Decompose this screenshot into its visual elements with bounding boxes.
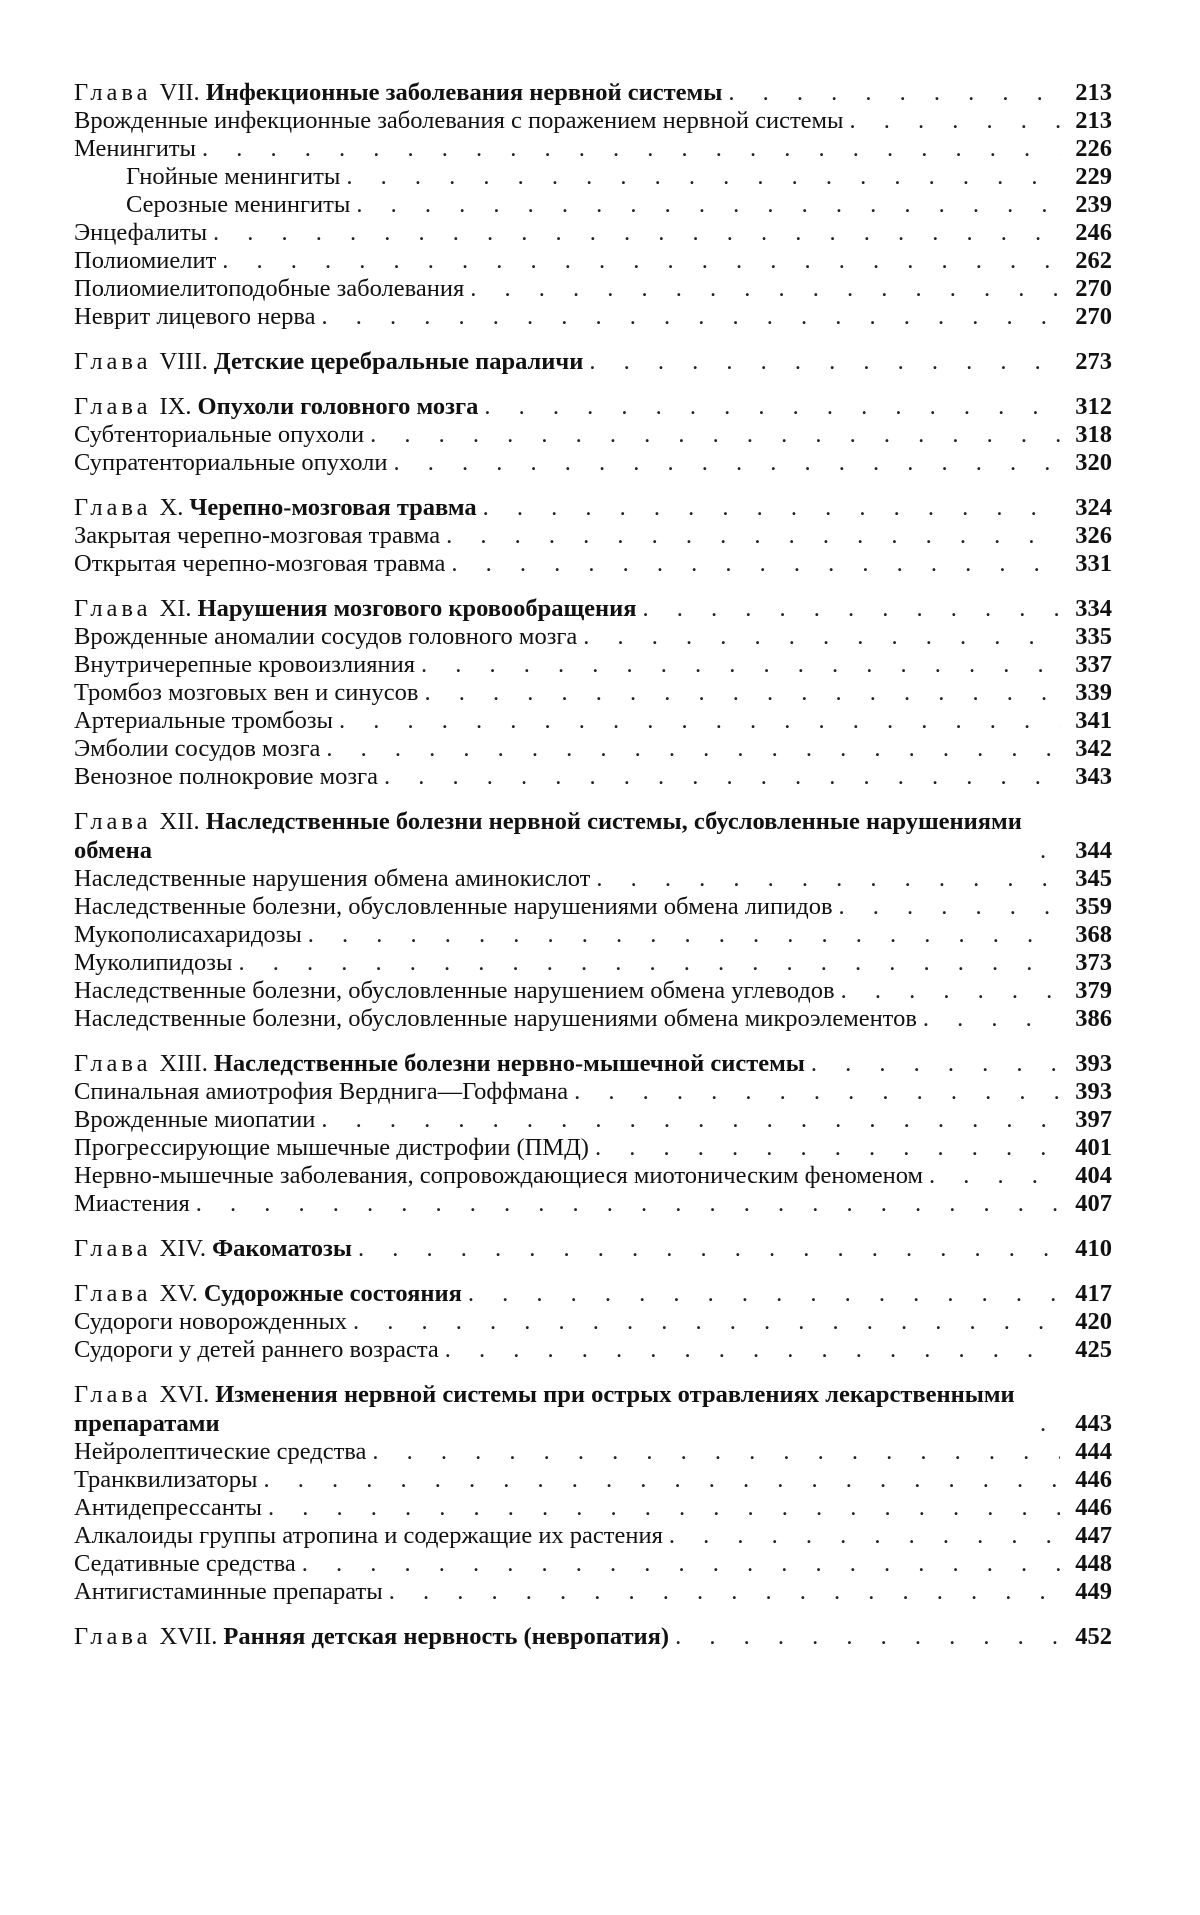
chapter-number: XII. — [159, 808, 200, 835]
entry-title: Гнойные менингиты — [126, 163, 341, 190]
entry-title: Миастения — [74, 1190, 190, 1217]
toc-entry[interactable] — [74, 421, 1112, 449]
toc-entry[interactable] — [74, 763, 1112, 791]
page-number: 318 — [1075, 421, 1112, 448]
chapter-heading[interactable] — [74, 1234, 1112, 1263]
chapter-number: XI. — [159, 595, 192, 622]
entry-title: Энцефалиты — [74, 219, 208, 246]
page-number: 345 — [1075, 865, 1112, 892]
entry-title: Менингиты — [74, 135, 196, 162]
entry-title: Закрытая черепно-мозговая травма — [74, 522, 441, 549]
dot-leader — [238, 949, 1060, 977]
toc-entry[interactable] — [74, 135, 1112, 163]
chapter-label: Глава — [74, 494, 152, 521]
chapter-title: Опухоли головного мозга — [197, 393, 479, 420]
entry-title: Наследственные болезни, обусловленные нарушениями обмена липидов — [74, 893, 833, 920]
entry-title: Супратенториальные опухоли — [74, 449, 388, 476]
dot-leader — [222, 247, 1060, 275]
chapter-heading[interactable] — [74, 347, 1112, 376]
dot-leader — [421, 651, 1060, 679]
chapter-title-group — [74, 1049, 805, 1078]
page-number: 446 — [1075, 1466, 1112, 1493]
chapter-title: Черепно-мозговая травма — [189, 494, 477, 521]
entry-title: Тромбоз мозговых вен и синусов — [74, 679, 419, 706]
page-number: 404 — [1075, 1162, 1112, 1189]
toc-entry[interactable] — [74, 1438, 1112, 1466]
chapter-title: Судорожные состояния — [203, 1280, 462, 1307]
page-number: 341 — [1075, 707, 1112, 734]
dot-leader — [728, 78, 1060, 107]
toc-entry[interactable] — [74, 107, 1112, 135]
chapter-title-group — [74, 1380, 1034, 1438]
chapter-title-group — [74, 78, 722, 107]
chapter-title: Детские церебральные параличи — [213, 348, 584, 375]
entry-title: Наследственные болезни, обусловленные нарушением обмена углеводов — [74, 977, 835, 1004]
page-number: 449 — [1075, 1578, 1112, 1605]
toc-entry[interactable] — [74, 977, 1112, 1005]
chapter-number: IX. — [159, 393, 192, 420]
dot-leader — [643, 594, 1061, 623]
entry-title: Врожденные миопатии — [74, 1106, 316, 1133]
entry-title: Полиомиелит — [74, 247, 217, 274]
toc-subentry[interactable] — [74, 163, 1112, 191]
page-number: 417 — [1075, 1280, 1112, 1307]
dot-leader — [346, 163, 1060, 191]
dot-leader — [675, 1622, 1060, 1651]
dot-leader — [424, 679, 1060, 707]
chapter-label: Глава — [74, 1050, 152, 1077]
chapter-block — [74, 1234, 1112, 1263]
dot-leader — [574, 1078, 1060, 1106]
toc-entry[interactable] — [74, 1308, 1112, 1336]
dot-leader — [841, 977, 1060, 1005]
dot-leader — [583, 623, 1060, 651]
dot-leader — [339, 707, 1060, 735]
chapter-title-group — [74, 1234, 352, 1263]
chapter-title: Ранняя детская нервность (невропатия) — [223, 1623, 670, 1650]
chapter-heading[interactable] — [74, 807, 1112, 865]
chapter-block — [74, 807, 1112, 1033]
chapter-heading[interactable] — [74, 1380, 1112, 1438]
entry-title: Врожденные аномалии сосудов головного мозга — [74, 623, 578, 650]
page-number: 331 — [1075, 550, 1112, 577]
page-number: 273 — [1075, 348, 1112, 375]
page-number: 407 — [1075, 1190, 1112, 1217]
page-number: 444 — [1075, 1438, 1112, 1465]
entry-title: Транквилизаторы — [74, 1466, 258, 1493]
chapter-block — [74, 594, 1112, 791]
dot-leader — [372, 1438, 1060, 1466]
page-number: 320 — [1075, 449, 1112, 476]
entry-title: Эмболии сосудов мозга — [74, 735, 321, 762]
page-number: 448 — [1075, 1550, 1112, 1577]
toc-entry[interactable] — [74, 921, 1112, 949]
dot-leader — [356, 191, 1060, 219]
page-number: 393 — [1075, 1078, 1112, 1105]
entry-title: Наследственные нарушения обмена аминокислот — [74, 865, 591, 892]
chapter-label: Глава — [74, 1235, 152, 1262]
page-number: 410 — [1075, 1235, 1112, 1262]
chapter-block — [74, 493, 1112, 578]
chapter-title-group — [74, 392, 478, 421]
page-number: 344 — [1075, 837, 1112, 864]
chapter-number: VIII. — [159, 348, 208, 375]
entry-title: Внутричерепные кровоизлияния — [74, 651, 416, 678]
page-number: 213 — [1075, 79, 1112, 106]
chapter-number: VII. — [159, 79, 200, 106]
page-number: 339 — [1075, 679, 1112, 706]
chapter-heading[interactable] — [74, 493, 1112, 522]
dot-leader — [321, 303, 1060, 331]
entry-title: Серозные менингиты — [126, 191, 351, 218]
dot-leader — [268, 1494, 1060, 1522]
toc-entry[interactable] — [74, 449, 1112, 477]
chapter-heading[interactable] — [74, 392, 1112, 421]
page-number: 312 — [1075, 393, 1112, 420]
page-number: 324 — [1075, 494, 1112, 521]
chapter-heading[interactable] — [74, 1622, 1112, 1651]
chapter-block — [74, 78, 1112, 331]
chapter-title: Факоматозы — [212, 1235, 353, 1262]
chapter-heading[interactable] — [74, 1049, 1112, 1078]
chapter-number: XVII. — [159, 1623, 218, 1650]
toc-entry[interactable] — [74, 1466, 1112, 1494]
chapter-title-group — [74, 594, 637, 623]
toc-entry[interactable] — [74, 1494, 1112, 1522]
chapter-block — [74, 1380, 1112, 1606]
chapter-label: Глава — [74, 348, 152, 375]
dot-leader — [445, 1336, 1060, 1364]
page-number: 393 — [1075, 1050, 1112, 1077]
chapter-title: Наследственные болезни нервной системы, сбусловленные нарушениями обмена — [74, 808, 1022, 864]
toc-entry[interactable] — [74, 247, 1112, 275]
entry-title: Нейролептические средства — [74, 1438, 367, 1465]
toc-entry[interactable] — [74, 275, 1112, 303]
dot-leader — [483, 493, 1060, 522]
entry-title: Субтенториальные опухоли — [74, 421, 365, 448]
dot-leader — [358, 1234, 1060, 1263]
chapter-title-group — [74, 807, 1034, 865]
dot-leader — [1040, 836, 1060, 865]
chapter-block — [74, 1622, 1112, 1651]
entry-title: Наследственные болезни, обусловленные нарушениями обмена микроэлементов — [74, 1005, 917, 1032]
dot-leader — [321, 1106, 1060, 1134]
dot-leader — [923, 1005, 1060, 1033]
toc-entry[interactable] — [74, 1578, 1112, 1606]
dot-leader — [202, 135, 1060, 163]
toc-entry[interactable] — [74, 1190, 1112, 1218]
toc-entry[interactable] — [74, 949, 1112, 977]
toc-entry[interactable] — [74, 651, 1112, 679]
chapter-title: Инфекционные заболевания нервной системы — [205, 79, 723, 106]
toc-subentry[interactable] — [74, 191, 1112, 219]
page-number: 239 — [1075, 191, 1112, 218]
chapter-block — [74, 1279, 1112, 1364]
page-number: 262 — [1075, 247, 1112, 274]
entry-title: Антидепрессанты — [74, 1494, 263, 1521]
toc-entry[interactable] — [74, 303, 1112, 331]
chapter-title: Нарушения мозгового кровообращения — [197, 595, 637, 622]
toc-entry[interactable] — [74, 1106, 1112, 1134]
entry-title: Врожденные инфекционные заболевания с поражением нервной системы — [74, 107, 844, 134]
dot-leader — [1040, 1409, 1060, 1438]
chapter-number: XIII. — [159, 1050, 208, 1077]
toc-entry[interactable] — [74, 1336, 1112, 1364]
dot-leader — [326, 735, 1060, 763]
dot-leader — [484, 392, 1060, 421]
chapter-block — [74, 1049, 1112, 1218]
dot-leader — [353, 1308, 1060, 1336]
dot-leader — [263, 1466, 1060, 1494]
entry-title: Прогрессирующие мышечные дистрофии (ПМД) — [74, 1134, 589, 1161]
entry-title: Открытая черепно-мозговая травма — [74, 550, 446, 577]
chapter-title-group — [74, 347, 583, 376]
chapter-label: Глава — [74, 1280, 152, 1307]
dot-leader — [596, 865, 1060, 893]
entry-title: Артериальные тромбозы — [74, 707, 334, 734]
chapter-label: Глава — [74, 595, 152, 622]
toc-entry[interactable] — [74, 893, 1112, 921]
page-number: 386 — [1075, 1005, 1112, 1032]
dot-leader — [669, 1522, 1060, 1550]
page-number: 213 — [1075, 107, 1112, 134]
dot-leader — [451, 550, 1060, 578]
chapter-title: Изменения нервной системы при острых отравлениях лекарственными препаратами — [74, 1381, 1015, 1437]
entry-title: Венозное полнокровие мозга — [74, 763, 378, 790]
page-number: 359 — [1075, 893, 1112, 920]
toc-entry[interactable] — [74, 1522, 1112, 1550]
page-number: 270 — [1075, 303, 1112, 330]
dot-leader — [811, 1049, 1060, 1078]
page-number: 326 — [1075, 522, 1112, 549]
toc-entry[interactable] — [74, 865, 1112, 893]
dot-leader — [384, 763, 1060, 791]
page-number: 368 — [1075, 921, 1112, 948]
page-number: 270 — [1075, 275, 1112, 302]
dot-leader — [468, 1279, 1060, 1308]
chapter-title-group — [74, 1622, 669, 1651]
entry-title: Полиомиелитоподобные заболевания — [74, 275, 465, 302]
dot-leader — [370, 421, 1060, 449]
toc-entry[interactable] — [74, 219, 1112, 247]
chapter-label: Глава — [74, 393, 152, 420]
page-number: 334 — [1075, 595, 1112, 622]
toc-entry[interactable] — [74, 1550, 1112, 1578]
toc-entry[interactable] — [74, 522, 1112, 550]
toc-entry[interactable] — [74, 735, 1112, 763]
dot-leader — [929, 1162, 1060, 1190]
toc-entry[interactable] — [74, 1005, 1112, 1033]
dot-leader — [839, 893, 1060, 921]
dot-leader — [213, 219, 1060, 247]
chapter-number: XV. — [159, 1280, 198, 1307]
chapter-title-group — [74, 493, 477, 522]
entry-title: Судороги новорожденных — [74, 1308, 348, 1335]
chapter-heading[interactable] — [74, 78, 1112, 107]
entry-title: Спинальная амиотрофия Верднига—Гоффмана — [74, 1078, 569, 1105]
dot-leader — [589, 347, 1060, 376]
chapter-number: XIV. — [159, 1235, 207, 1262]
chapter-label: Глава — [74, 1381, 152, 1408]
chapter-title: Наследственные болезни нервно-мышечной системы — [213, 1050, 805, 1077]
chapter-block — [74, 392, 1112, 477]
page-number: 343 — [1075, 763, 1112, 790]
chapter-label: Глава — [74, 1623, 152, 1650]
chapter-title-group — [74, 1279, 462, 1308]
dot-leader — [308, 921, 1060, 949]
toc-entry[interactable] — [74, 707, 1112, 735]
chapter-label: Глава — [74, 808, 152, 835]
toc-entry[interactable] — [74, 1162, 1112, 1190]
page-number: 226 — [1075, 135, 1112, 162]
entry-title: Нервно-мышечные заболевания, сопровождающиеся миотоническим феноменом — [74, 1162, 924, 1189]
toc-entry[interactable] — [74, 550, 1112, 578]
dot-leader — [595, 1134, 1060, 1162]
page-number: 447 — [1075, 1522, 1112, 1549]
page-number: 420 — [1075, 1308, 1112, 1335]
page-number: 246 — [1075, 219, 1112, 246]
page-number: 401 — [1075, 1134, 1112, 1161]
entry-title: Антигистаминные препараты — [74, 1578, 383, 1605]
dot-leader — [394, 449, 1060, 477]
dot-leader — [446, 522, 1060, 550]
page-number: 443 — [1075, 1410, 1112, 1437]
chapter-label: Глава — [74, 79, 152, 106]
page-number: 446 — [1075, 1494, 1112, 1521]
dot-leader — [389, 1578, 1060, 1606]
page-number: 397 — [1075, 1106, 1112, 1133]
page-number: 379 — [1075, 977, 1112, 1004]
entry-title: Алкалоиды группы атропина и содержащие их растения — [74, 1522, 663, 1549]
toc-entry[interactable] — [74, 1134, 1112, 1162]
dot-leader — [470, 275, 1060, 303]
dot-leader — [302, 1550, 1060, 1578]
page-number: 342 — [1075, 735, 1112, 762]
page-number: 425 — [1075, 1336, 1112, 1363]
chapter-number: XVI. — [159, 1381, 210, 1408]
toc-entry[interactable] — [74, 679, 1112, 707]
entry-title: Неврит лицевого нерва — [74, 303, 316, 330]
entry-title: Судороги у детей раннего возраста — [74, 1336, 439, 1363]
page-number: 337 — [1075, 651, 1112, 678]
entry-title: Мукополисахаридозы — [74, 921, 302, 948]
chapter-number: X. — [159, 494, 184, 521]
chapter-block — [74, 347, 1112, 376]
chapter-heading[interactable] — [74, 594, 1112, 623]
toc-entry[interactable] — [74, 1078, 1112, 1106]
dot-leader — [196, 1190, 1060, 1218]
table-of-contents — [74, 78, 1112, 1667]
chapter-heading[interactable] — [74, 1279, 1112, 1308]
page-number: 373 — [1075, 949, 1112, 976]
page-number: 335 — [1075, 623, 1112, 650]
page-number: 452 — [1075, 1623, 1112, 1650]
page-number: 229 — [1075, 163, 1112, 190]
dot-leader — [850, 107, 1061, 135]
entry-title: Муколипидозы — [74, 949, 233, 976]
entry-title: Седативные средства — [74, 1550, 296, 1577]
toc-entry[interactable] — [74, 623, 1112, 651]
